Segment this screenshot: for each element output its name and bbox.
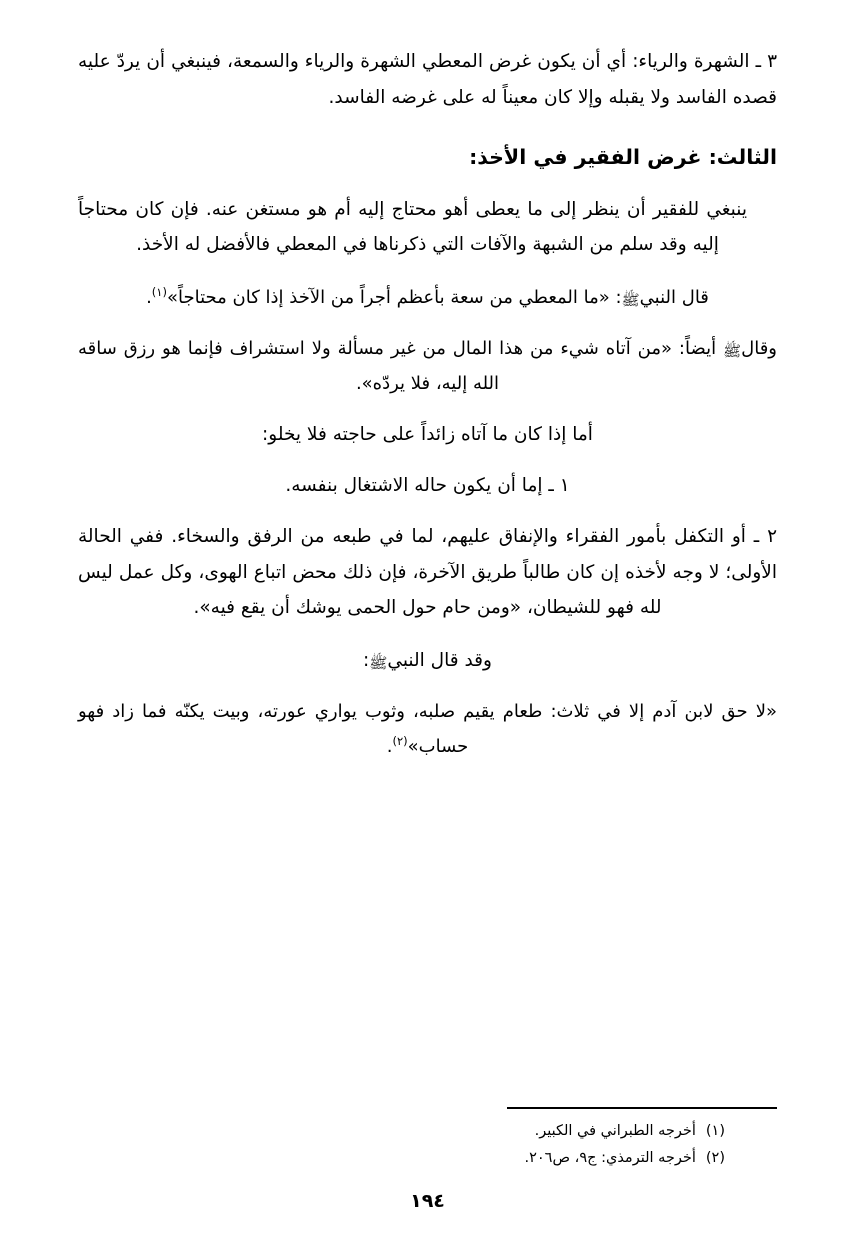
hadith-1-lead: قال النبي xyxy=(639,286,709,308)
page-number: ١٩٤ xyxy=(410,1190,445,1212)
paragraph-4: ١ ـ إما أن يكون حاله الاشتغال بنفسه. xyxy=(285,475,570,497)
page-body xyxy=(78,44,777,1097)
footnote-ref-1: (١) xyxy=(151,284,167,299)
hadith-quote-2 xyxy=(78,331,777,401)
hadith-3-lead: وقد قال النبي xyxy=(387,649,492,671)
footnotes-section xyxy=(78,1107,777,1172)
footnote-text: أخرجه الترمذي: ج٩، ص٢٠٦. xyxy=(524,1150,696,1167)
footnote-item xyxy=(78,1145,777,1172)
salawat-icon: ﷺ xyxy=(621,290,640,309)
footnote-ref-2: (٢) xyxy=(392,734,408,749)
hadith-1-text: : «ما المعطي من سعة بأعظم أجراً من الآخذ إذا كان محتاجاً» xyxy=(166,286,622,308)
footnote-number: (٢) xyxy=(705,1150,725,1167)
hadith-2-lead: وقال xyxy=(741,337,777,359)
hadith-3-body-tail: . xyxy=(386,736,393,758)
hadith-3-tail: : xyxy=(363,649,370,671)
footnote-number: (١) xyxy=(705,1123,725,1140)
hadith-quote-3-lead xyxy=(78,643,777,678)
hadith-1-tail: . xyxy=(146,286,152,308)
salawat-icon: ﷺ xyxy=(723,341,742,360)
salawat-icon: ﷺ xyxy=(369,653,388,672)
footnote-item xyxy=(78,1118,777,1145)
hadith-2-text: أيضاً: «من آتاه شيء من هذا المال من غير مسألة ولا استشراف فإنما هو رزق ساقه الله إليه، فلا يردّه». xyxy=(78,337,717,395)
hadith-3-text: «لا حق لابن آدم إلا في ثلاث: طعام يقيم صلبه، وثوب يواري عورته، وبيت يكنّه فما زاد فهو حساب» xyxy=(78,701,777,758)
footnote-separator xyxy=(507,1107,777,1109)
paragraph-2: ينبغي للفقير أن ينظر إلى ما يعطى أهو محتاج إليه أم هو مستغن عنه. فإن كان محتاجاً إليه وقد سلم من الشبهة والآفات التي ذكرناها في المعطي فالأفضل له الأخذ. xyxy=(78,198,747,256)
hadith-quote-3-body xyxy=(78,694,777,764)
footnote-text: أخرجه الطبراني في الكبير. xyxy=(534,1123,696,1140)
paragraph-5: ٢ ـ أو التكفل بأمور الفقراء والإنفاق عليهم، لما في طبعه من الرفق والسخاء. ففي الحالة الأولى؛ لا وجه لأخذه إن كان طالباً طريق الآخرة، فإن ذلك محض اتباع الهوى، وكل عمل ليس لله فهو للشيطان، «ومن حام حول الحمى يوشك أن يقع فيه». xyxy=(78,526,777,619)
paragraph-1: ٣ ـ الشهرة والرياء: أي أن يكون غرض المعطي الشهرة والرياء والسمعة، فينبغي أن يردّ عليه قصده الفاسد ولا يقبله وإلا كان معيناً له على غرضه الفاسد. xyxy=(78,51,777,108)
section-heading: الثالث: غرض الفقير في الأخذ: xyxy=(469,145,777,170)
paragraph-3: أما إذا كان ما آتاه زائداً على حاجته فلا يخلو: xyxy=(262,424,593,446)
hadith-quote-1 xyxy=(78,280,777,315)
